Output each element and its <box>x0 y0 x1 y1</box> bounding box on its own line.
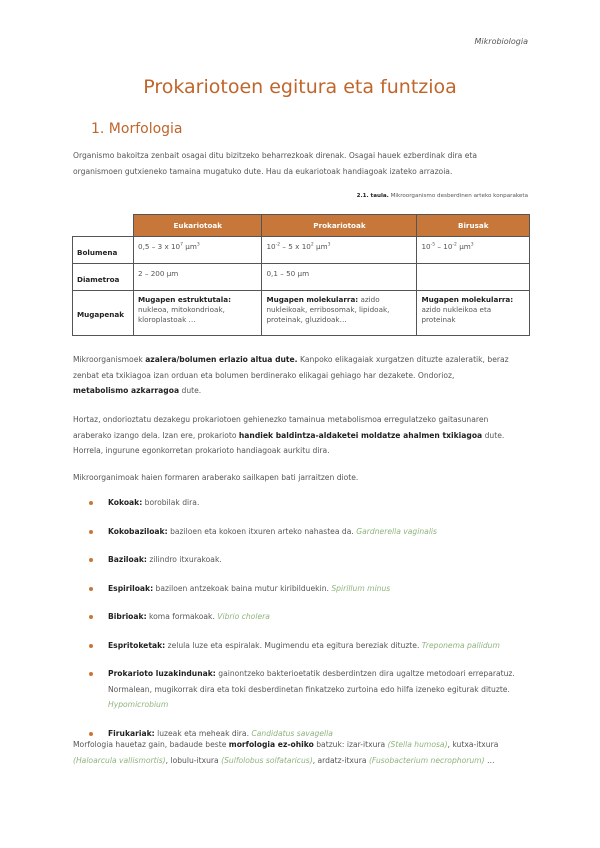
table-caption <box>357 193 528 199</box>
caption-text: Mikroorganismo desberdinen arteko konparaketa <box>390 193 528 199</box>
col-header-eukariotoak: Eukariotoak <box>134 215 262 237</box>
cell-mugapenak-prokariotoak: Mugapen molekularra: azido nukleikoak, erribosomak, lipidoak, proteinak, gluzidoak… <box>262 291 417 336</box>
table-header-row <box>73 215 530 237</box>
row-label-bolumena: Bolumena <box>73 237 134 264</box>
col-header-prokariotoak: Prokariotoak <box>262 215 417 237</box>
list-item: Firukariak: luzeak eta meheak dira. Candidatus savagella <box>88 726 528 742</box>
table-row <box>73 264 530 291</box>
paragraph-sailkapena: Mikroorganimoak haien formaren araberako sailkapen bati jarraitzen diote. <box>73 473 359 482</box>
intro-line-2: organismoen gutxieneko tamaina mugatuko dute. Hau da eukariotoak handiagoak izateko arrazoia. <box>73 166 453 176</box>
row-label-diametroa: Diametroa <box>73 264 134 291</box>
list-item: Espiriloak: baziloen antzekoak baina mutur kiribilduekin. Spirillum minus <box>88 581 528 597</box>
table-row <box>73 291 530 336</box>
list-item: Baziloak: zilindro itxurakoak. <box>88 552 528 568</box>
cell-bolumena-birusak: $10^{-5} - 10^{-2}$ $\mu m^3$ <box>417 237 530 264</box>
page-title: Prokariotoen egitura eta funtzioa <box>143 76 457 98</box>
running-header: Mikrobiologia <box>474 37 528 46</box>
list-item: Prokarioto luzakindunak: gainontzeko bakterioetatik desberdintzen dira ugaltze metodoari erreparatuz. Normalean, mugikorrak dira eta toki desberdinetan finkatzeko zurtoina edo hilfa izeneko egiturak dituzte. Hypomicrobium <box>88 666 528 713</box>
row-label-mugapenak: Mugapenak <box>73 291 134 336</box>
caption-label: 2.1. taula. <box>356 193 389 199</box>
intro-paragraph <box>73 148 533 179</box>
list-item: Espritoketak: zelula luze eta espiralak. Mugimendu eta egitura bereziak dituzte. Treponema pallidum <box>88 638 528 654</box>
table-corner <box>73 215 134 237</box>
cell-mugapenak-eukariotoak: Mugapen estruktutala: nukleoa, mitokondrioak, kloroplastoak … <box>134 291 262 336</box>
table-row <box>73 237 530 264</box>
cell-diametroa-prokariotoak: 0,1 – 50 μm <box>262 264 417 291</box>
cell-diametroa-birusak <box>417 264 530 291</box>
comparison-table <box>72 214 530 336</box>
morphology-list <box>88 495 528 741</box>
paragraph-azalera: Mikroorganismoek azalera/bolumen erlazio altua dute. Kanpoko elikagaiak xurgatzen dituzte azaleratik, beraz zenbat eta txikiagoa izan orduan eta bolumen berdinerako elikagai gehiago har dezakete. Ondorioz, metabolismo azkarragoa dute. <box>73 355 509 395</box>
col-header-birusak: Birusak <box>417 215 530 237</box>
section-heading: 1. Morfologia <box>91 121 183 137</box>
intro-line-1: Organismo bakoitza zenbait osagai ditu bizitzeko beharrezkoak direnak. Osagai hauek ezberdinak dira eta <box>73 151 478 160</box>
list-item: Kokobaziloak: baziloen eta kokoen itxuren arteko nahastea da. Gardnerella vaginalis <box>88 524 528 540</box>
cell-bolumena-prokariotoak: $10^{-2} - 5$ x $10^2$ $\mu m^3$ <box>262 237 417 264</box>
cell-diametroa-eukariotoak: 2 – 200 μm <box>134 264 262 291</box>
paragraph-ez-ohiko: Morfologia hauetaz gain, badaude beste morfologia ez-ohiko batzuk: izar-itxura (Stella humosa), kutxa-itxura (Haloarcula vallismortis), lobulu-itxura (Sulfolobus solfataricus), ardatz-itxura (Fusobacterium necrophorum) … <box>73 740 499 765</box>
cell-mugapenak-birusak: Mugapen molekularra: azido nukleikoa eta proteinak <box>417 291 530 336</box>
list-item: Kokoak: borobilak dira. <box>88 495 528 511</box>
paragraph-hortaz: Hortaz, ondorioztatu dezakegu prokariotoen gehienezko tamainua metabolismoa erregulatzeko gaitasunaren araberako izango dela. Izan ere, prokarioto handiek baldintza-aldaketei moldatze ahalmen txikiagoa dute. Horrela, ingurune egonkorretan prokarioto handiagoak aurkitu dira. <box>73 415 505 455</box>
cell-bolumena-eukariotoak: 0,5 – 3 x $10^7$ $\mu m^3$ <box>134 237 262 264</box>
list-item: Bibrioak: koma formakoak. Vibrio cholera <box>88 609 528 625</box>
